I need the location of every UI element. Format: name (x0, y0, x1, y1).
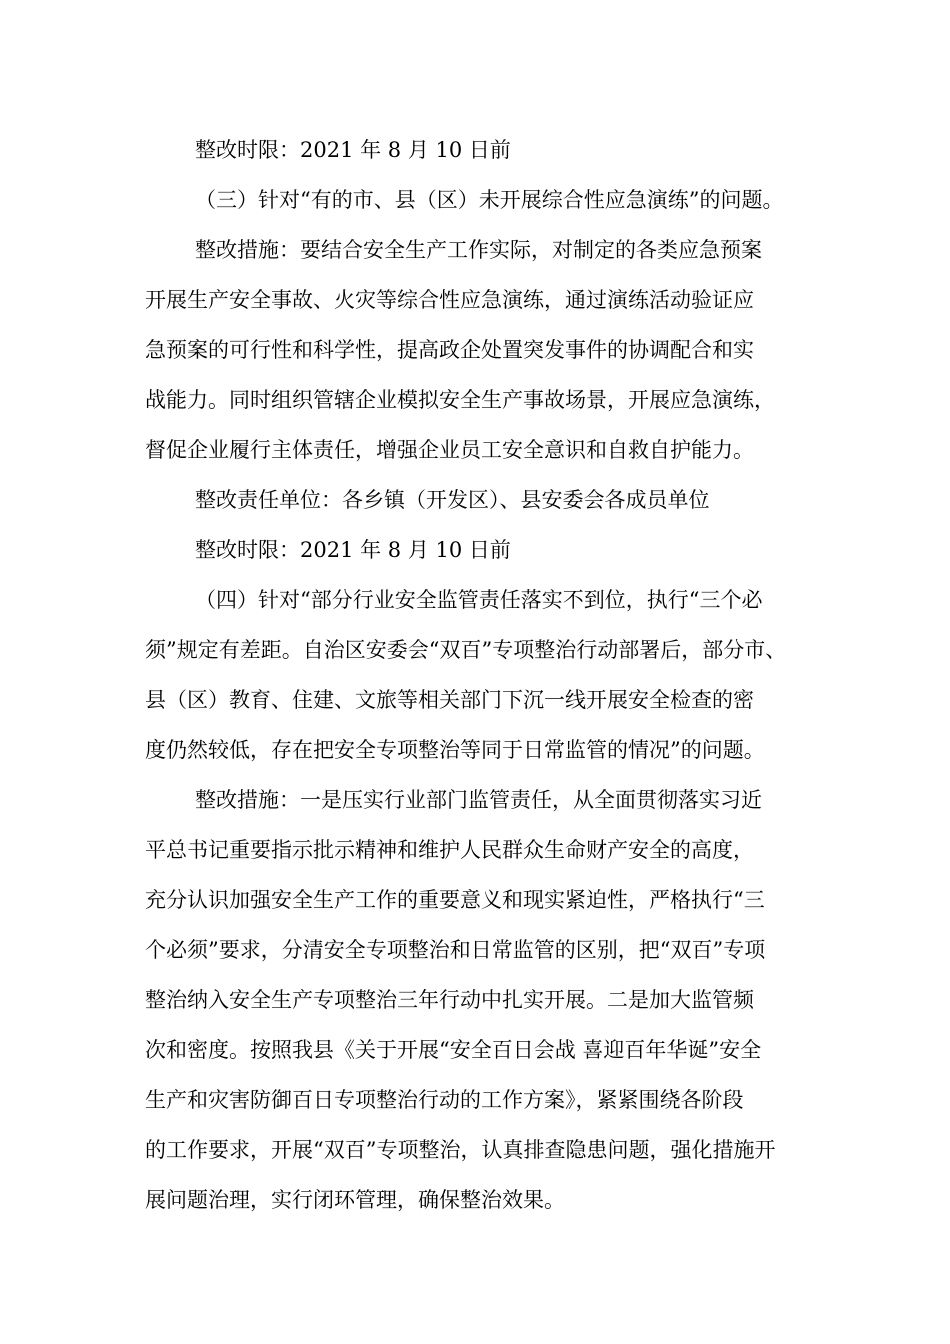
section-heading-four: （四）针对“部分行业安全监管责任落实不到位，执行“三个必 (195, 588, 763, 612)
paragraph-line: 整改措施：要结合安全生产工作实际，对制定的各类应急预案 (195, 238, 762, 262)
paragraph-line: 展问题治理，实行闭环管理，确保整治效果。 (145, 1188, 565, 1212)
paragraph-line: 平总书记重要指示批示精神和维护人民群众生命财产安全的高度， (145, 838, 754, 862)
paragraph-line: 开展生产安全事故、火灾等综合性应急演练，通过演练活动验证应 (145, 288, 754, 312)
deadline-line: 整改时限：2021 年 8 月 10 日前 (195, 538, 511, 562)
paragraph-line: 急预案的可行性和科学性，提高政企处置突发事件的协调配合和实 (145, 338, 754, 362)
paragraph-line: 生产和灾害防御百日专项整治行动的工作方案》，紧紧围绕各阶段 (145, 1088, 744, 1112)
paragraph-line: 次和密度。按照我县《关于开展“安全百日会战 喜迎百年华诞”安全 (145, 1038, 762, 1062)
responsible-unit-line: 整改责任单位：各乡镇（开发区）、县安委会各成员单位 (195, 488, 710, 512)
paragraph-line: 战能力。同时组织管辖企业模拟安全生产事故场景，开展应急演练， (145, 388, 775, 412)
paragraph-line: 县（区）教育、住建、文旅等相关部门下沉一线开展安全检查的密 (145, 688, 754, 712)
paragraph-line: 个必须”要求，分清安全专项整治和日常监管的区别，把“双百”专项 (145, 938, 766, 962)
section-heading-three: （三）针对“有的市、县（区）未开展综合性应急演练”的问题。 (195, 188, 784, 212)
paragraph-line: 整治纳入安全生产专项整治三年行动中扎实开展。二是加大监管频 (145, 988, 754, 1012)
paragraph-line: 度仍然较低，存在把安全专项整治等同于日常监管的情况”的问题。 (145, 738, 765, 762)
deadline-line: 整改时限：2021 年 8 月 10 日前 (195, 138, 511, 162)
paragraph-line: 充分认识加强安全生产工作的重要意义和现实紧迫性，严格执行“三 (145, 888, 765, 912)
paragraph-line: 督促企业履行主体责任，增强企业员工安全意识和自救自护能力。 (145, 438, 754, 462)
paragraph-line: 的工作要求，开展“双百”专项整治，认真排查隐患问题，强化措施开 (145, 1138, 776, 1162)
paragraph-line: 须”规定有差距。自治区安委会“双百”专项整治行动部署后，部分市、 (145, 638, 787, 662)
paragraph-line: 整改措施：一是压实行业部门监管责任，从全面贯彻落实习近 (195, 788, 762, 812)
